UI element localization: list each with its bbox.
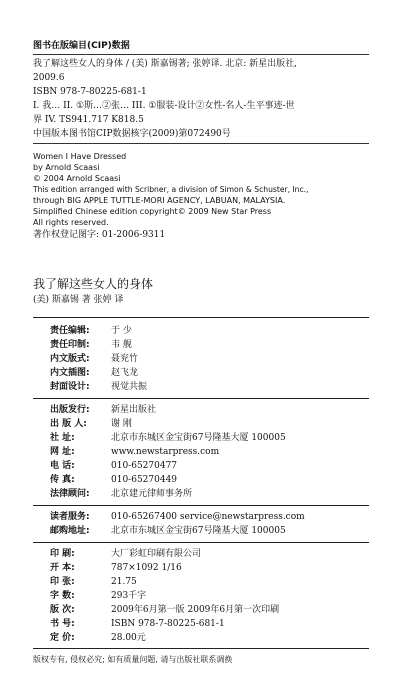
service-value: 北京市东城区金宝街67号隆基大厦 100005 — [111, 526, 286, 536]
publisher-value: 北京建元律师事务所 — [111, 489, 193, 499]
cip-line: 界 IV. TS941.717 K818.5 — [33, 115, 144, 125]
cip-line: 中国版本图书馆CIP数据核字(2009)第072490号 — [33, 129, 231, 139]
printing-value: 787×1092 1/16 — [111, 563, 182, 573]
printing-label: 字 数: — [50, 591, 75, 601]
cip-line: 2009.6 — [33, 73, 65, 83]
publisher-value: 谢 刚 — [111, 419, 132, 429]
divider — [33, 648, 369, 649]
copyright-line: by Arnold Scaasi — [33, 163, 100, 172]
printing-value: 21.75 — [111, 577, 137, 587]
publisher-label: 网 址: — [50, 447, 75, 457]
divider — [33, 143, 369, 144]
printing-value: 28.00元 — [111, 633, 146, 643]
divider — [33, 398, 369, 399]
printing-value: 2009年6月第一版 2009年6月第一次印刷 — [111, 605, 280, 615]
printing-label: 版 次: — [50, 605, 75, 615]
credit-label: 内文版式: — [50, 354, 90, 364]
copyright-line: Women I Have Dressed — [33, 152, 127, 161]
printing-label: 开 本: — [50, 563, 75, 573]
copyright-line: © 2004 Arnold Scaasi — [33, 174, 121, 183]
credit-label: 责任编辑: — [50, 326, 90, 336]
publisher-value: www.newstarpress.com — [111, 447, 220, 457]
printing-label: 书 号: — [50, 619, 75, 629]
printing-label: 印 刷: — [50, 549, 75, 559]
service-label: 读者服务: — [50, 512, 90, 522]
divider — [33, 505, 369, 506]
credit-label: 封面设计: — [50, 382, 90, 392]
printing-value: 293千字 — [111, 591, 147, 601]
publisher-label: 法律顾问: — [50, 489, 90, 499]
cip-line: ISBN 978-7-80225-681-1 — [33, 87, 147, 97]
service-value: 010-65267400 service@newstarpress.com — [111, 512, 305, 522]
credit-value: 于 少 — [111, 326, 132, 336]
credit-label: 责任印制: — [50, 340, 90, 350]
printing-value: 大厂彩虹印刷有限公司 — [111, 549, 202, 559]
publisher-label: 电 话: — [50, 461, 75, 471]
cip-line: 我了解这些女人的身体 / (美) 斯嘉锡著; 张婷译. 北京: 新星出版社, — [33, 59, 298, 69]
credit-value: 韦 舰 — [111, 340, 132, 350]
printing-label: 定 价: — [50, 633, 75, 643]
copyright-registration: 著作权登记图字: 01-2006-9311 — [33, 230, 166, 240]
credit-value: 聂兖竹 — [111, 354, 139, 364]
service-label: 邮购地址: — [50, 526, 90, 536]
cip-heading: 图书在版编目(CIP)数据 — [33, 41, 130, 51]
credit-value: 视觉共振 — [111, 382, 148, 392]
publisher-value: 新星出版社 — [111, 405, 157, 415]
publisher-label: 出 版 人: — [50, 419, 87, 429]
book-byline: (美) 斯嘉锡 著 张婷 译 — [33, 295, 124, 305]
credit-value: 赵飞龙 — [111, 368, 139, 378]
copyright-line: Simplified Chinese edition copyright© 2009 New Star Press — [33, 207, 272, 216]
cip-line: I. 我… II. ①斯…②张… III. ①服装-设计②女性-名人-生平事迹-世 — [33, 101, 295, 111]
publisher-value: 010-65270477 — [111, 461, 178, 471]
publisher-label: 传 真: — [50, 475, 75, 485]
credit-label: 内文插图: — [50, 368, 90, 378]
publisher-value: 北京市东城区金宝街67号隆基大厦 100005 — [111, 433, 286, 443]
publisher-label: 出版发行: — [50, 405, 90, 415]
printing-label: 印 张: — [50, 577, 75, 587]
copyright-line: All rights reserved. — [33, 218, 109, 227]
divider — [33, 54, 369, 55]
copyright-line: through BIG APPLE TUTTLE-MORI AGENCY, LABUAN, MALAYSIA. — [33, 196, 286, 205]
divider — [33, 542, 369, 543]
printing-value: ISBN 978-7-80225-681-1 — [111, 619, 225, 629]
copyright-line: This edition arranged with Scribner, a division of Simon & Schuster, Inc., — [33, 185, 309, 194]
publisher-label: 社 址: — [50, 433, 75, 443]
footer-notice: 版权专有, 侵权必究; 如有质量问题, 请与出版社联系调换 — [33, 655, 233, 664]
book-title: 我了解这些女人的身体 — [33, 277, 154, 291]
publisher-value: 010-65270449 — [111, 475, 178, 485]
divider — [33, 317, 369, 318]
